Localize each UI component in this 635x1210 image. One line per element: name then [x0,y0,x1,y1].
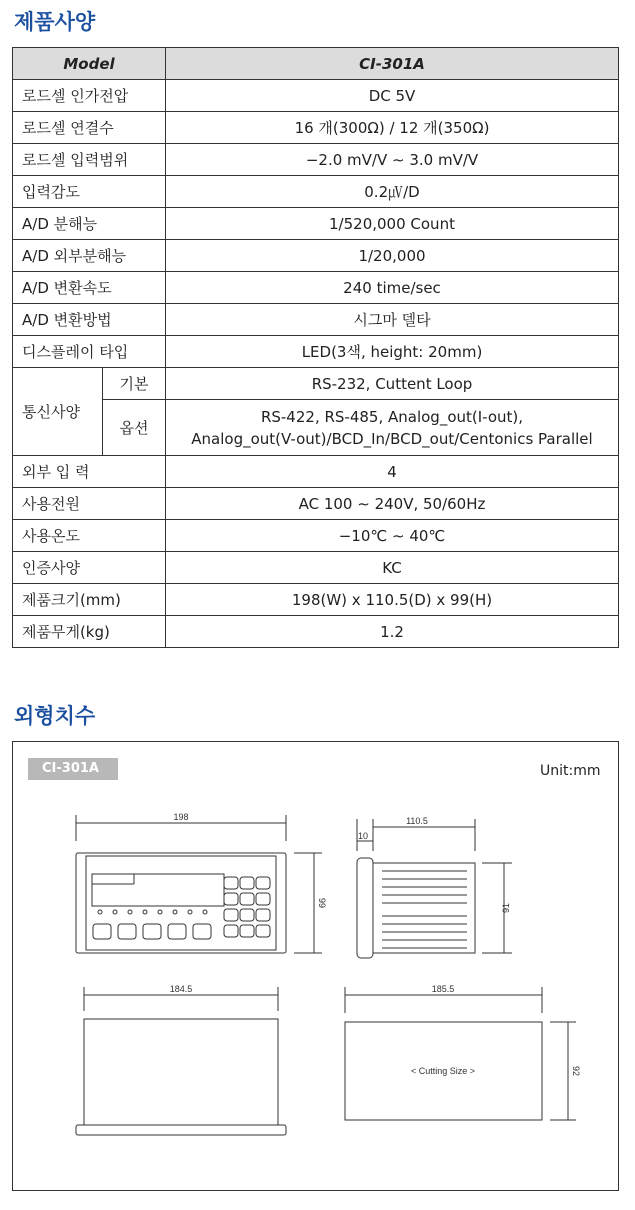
dimension-section-title: 외형치수 [14,704,96,728]
dim-front-width: 198 [173,812,189,822]
row-label: 로드셀 입력범위 [13,144,166,176]
row-label: 로드셀 인가전압 [13,80,166,112]
comm-option-value [166,400,619,456]
model-tag: CI-301A [28,758,118,780]
row-value: KC [166,552,619,584]
led-indicators [98,910,207,914]
row-value: 1/20,000 [166,240,619,272]
table-row-comm-basic [13,368,619,400]
table-row [13,144,619,176]
row-label: 외부 입 력 [13,456,166,488]
row-label: 제품무게(kg) [13,616,166,648]
dim-cutout-width: 185.5 [431,984,455,994]
comm-basic-value: RS-232, Cuttent Loop [166,368,619,400]
table-row-comm-option [13,400,619,456]
row-value: −2.0 mV/V ∼ 3.0 mV/V [166,144,619,176]
spec-header-row [13,48,619,80]
row-label: 사용온도 [13,520,166,552]
header-model-label: Model [13,48,166,80]
dim-side-depth: 110.5 [406,816,428,826]
row-label: 인증사양 [13,552,166,584]
row-label: A/D 변환방법 [13,304,166,336]
header-model-value: CI-301A [166,48,619,80]
comm-option-line1: RS-422, RS-485, Analog_out(I-out), [260,407,524,426]
row-value: 198(W) x 110.5(D) x 99(H) [166,584,619,616]
row-label: 로드셀 연결수 [13,112,166,144]
table-row [13,456,619,488]
dim-side-height: 91 [501,902,511,914]
row-value: LED(3색, height: 20mm) [166,336,619,368]
comm-option-label: 옵션 [103,400,166,456]
table-row [13,584,619,616]
comm-basic-label: 기본 [103,368,166,400]
table-row [13,240,619,272]
side-view [357,858,475,958]
comm-label: 통신사양 [13,368,103,456]
row-value: 240 time/sec [166,272,619,304]
table-row [13,80,619,112]
cutout-label: < Cutting Size > [410,1066,476,1076]
spec-table [12,47,619,648]
row-label: 제품크기(mm) [13,584,166,616]
spec-section-title: 제품사양 [14,10,96,34]
row-value: 시그마 델타 [166,304,619,336]
row-value: −10℃ ∼ 40℃ [166,520,619,552]
function-keys [93,924,211,939]
row-value: AC 100 ∼ 240V, 50/60Hz [166,488,619,520]
table-row [13,304,619,336]
table-row [13,208,619,240]
dim-cutout-height: 92 [571,1065,581,1077]
row-label: A/D 외부분해능 [13,240,166,272]
dim-side-bezel: 10 [358,831,369,841]
row-label: A/D 변환속도 [13,272,166,304]
table-row [13,520,619,552]
table-row [13,336,619,368]
row-label: 입력감도 [13,176,166,208]
row-value: 1.2 [166,616,619,648]
row-label: 사용전원 [13,488,166,520]
front-view [76,853,286,953]
keypad [224,877,270,937]
row-value: DC 5V [166,80,619,112]
table-row [13,112,619,144]
table-row [13,552,619,584]
row-value: 0.2㎶/D [166,176,619,208]
bottom-view [76,1019,286,1135]
row-value: 4 [166,456,619,488]
row-label: A/D 분해능 [13,208,166,240]
table-row [13,488,619,520]
dim-front-height: 99 [317,897,327,909]
dim-bottom-width: 184.5 [169,984,193,994]
unit-label: Unit:mm [540,763,601,779]
table-row [13,616,619,648]
row-label: 디스플레이 타입 [13,336,166,368]
row-value: 16 개(300Ω) / 12 개(350Ω) [166,112,619,144]
table-row [13,272,619,304]
table-row [13,176,619,208]
comm-option-line2: Analog_out(V-out)/BCD_In/BCD_out/Centonics Parallel [191,429,593,448]
row-value: 1/520,000 Count [166,208,619,240]
dimension-drawing [12,741,619,1191]
